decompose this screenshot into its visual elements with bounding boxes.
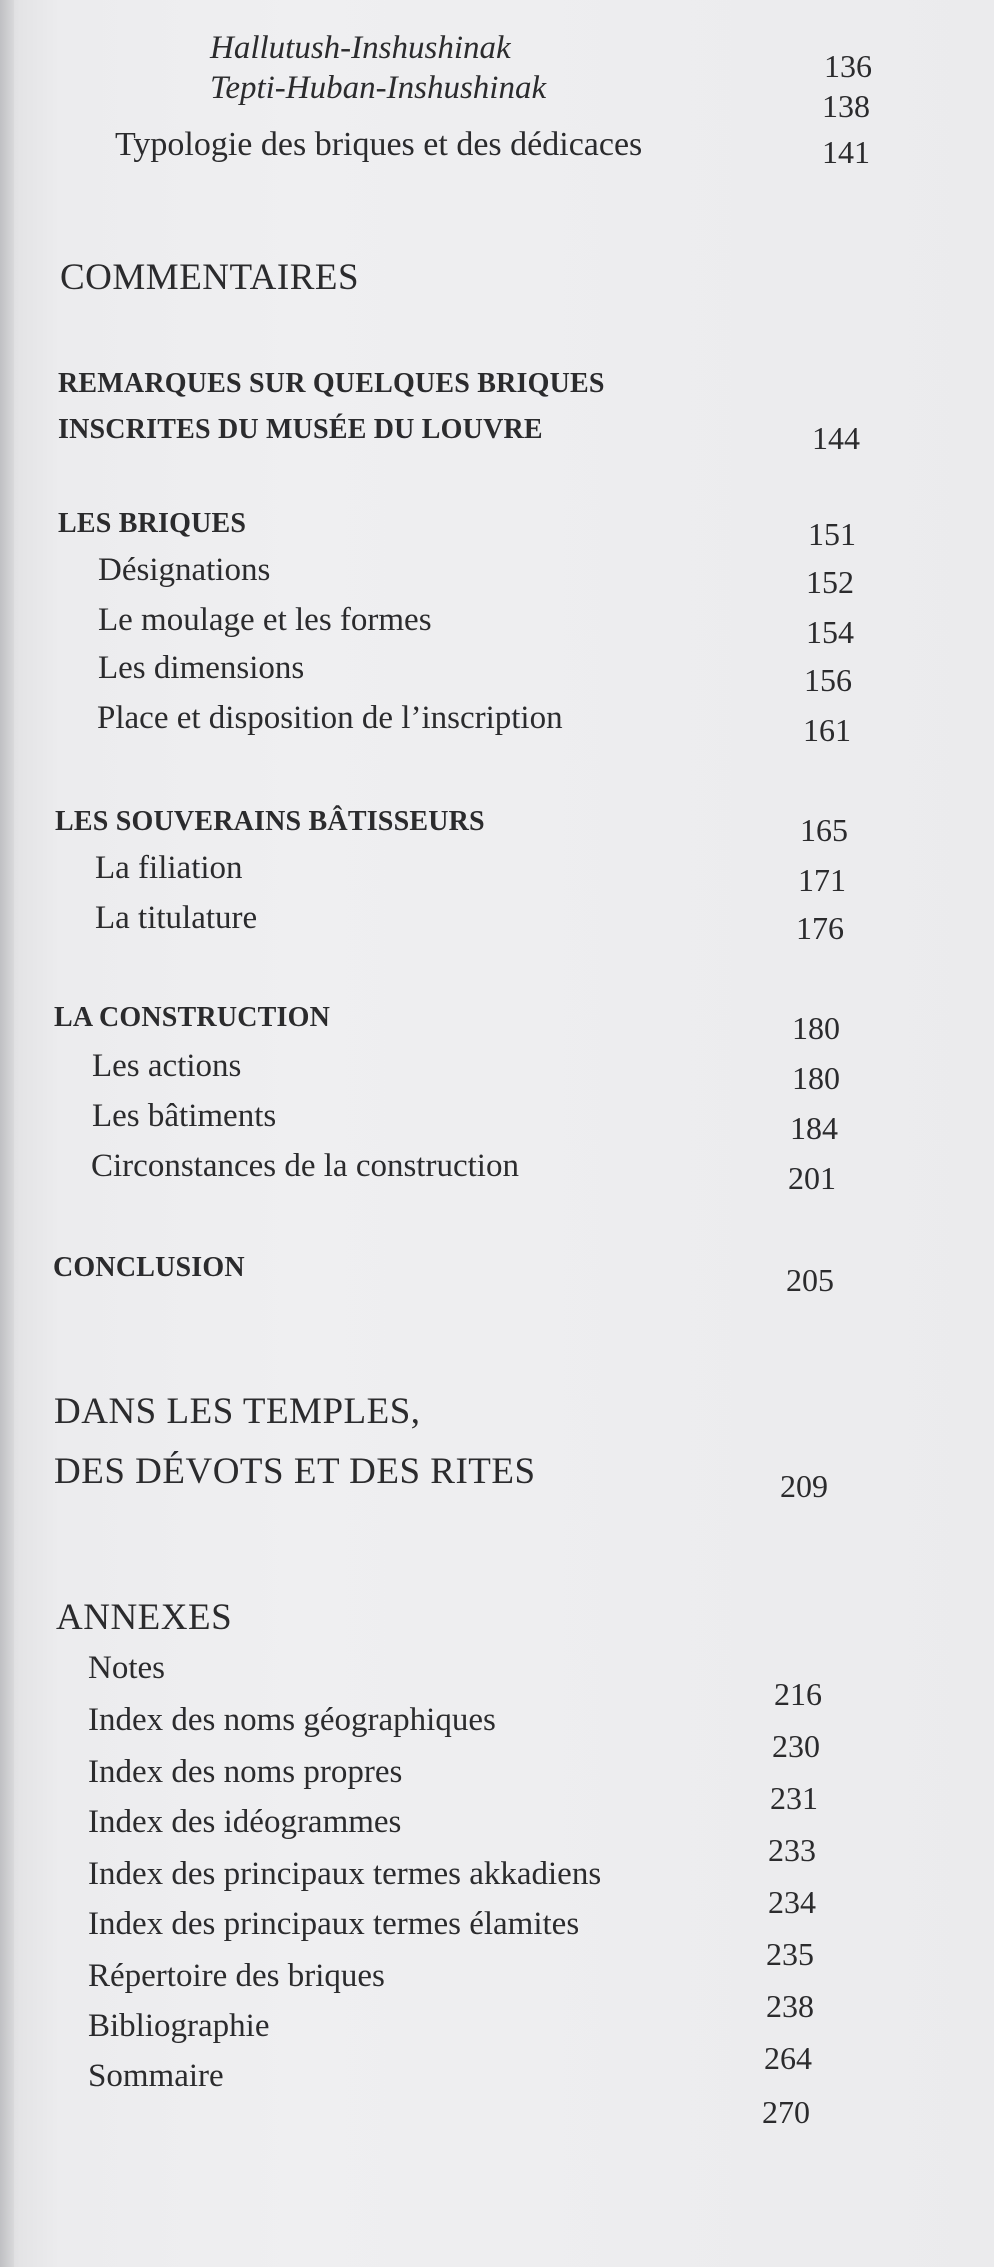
toc-entry-actions: Les actions: [92, 1048, 242, 1084]
toc-page-construction: 180: [792, 1010, 840, 1046]
toc-page-circonstances: 201: [788, 1160, 836, 1196]
toc-page-sommaire: 270: [762, 2094, 810, 2130]
toc-entry-tepti: Tepti-Huban-Inshushinak: [210, 70, 547, 106]
toc-page-filiation: 171: [798, 862, 846, 898]
toc-entry-notes: Notes: [88, 1650, 165, 1686]
toc-page-index-geographiques: 230: [772, 1728, 820, 1764]
toc-heading-souverains: LES SOUVERAINS BÂTISSEURS: [55, 806, 485, 837]
toc-page-index-elamites: 235: [766, 1936, 814, 1972]
toc-entry-index-akkadiens: Index des principaux termes akkadiens: [88, 1856, 602, 1892]
toc-page-les-briques: 151: [808, 516, 856, 552]
toc-entry-bibliographie: Bibliographie: [88, 2008, 270, 2044]
toc-page-repertoire: 238: [766, 1988, 814, 2024]
toc-page-typologie: 141: [822, 134, 870, 170]
section-heading-annexes: ANNEXES: [56, 1597, 233, 1638]
toc-heading-construction: LA CONSTRUCTION: [54, 1002, 331, 1033]
toc-entry-titulature: La titulature: [95, 900, 258, 936]
toc-page-index-ideogrammes: 233: [768, 1832, 816, 1868]
toc-page-souverains: 165: [800, 812, 848, 848]
toc-page-dimensions: 156: [804, 662, 852, 698]
toc-page-batiments: 184: [790, 1110, 838, 1146]
toc-page-conclusion: 205: [786, 1262, 834, 1298]
section-heading-temples-line2: DES DÉVOTS ET DES RITES: [54, 1451, 536, 1492]
section-heading-commentaires: COMMENTAIRES: [60, 257, 360, 298]
toc-entry-batiments: Les bâtiments: [92, 1098, 277, 1134]
toc-entry-dimensions: Les dimensions: [98, 650, 305, 686]
toc-page-notes: 216: [774, 1676, 822, 1712]
toc-entry-index-ideogrammes: Index des idéogrammes: [88, 1804, 402, 1840]
toc-page-bibliographie: 264: [764, 2040, 812, 2076]
section-heading-temples-line1: DANS LES TEMPLES,: [54, 1391, 421, 1432]
toc-entry-hallutush: Hallutush-Inshushinak: [210, 30, 511, 66]
toc-page-index-propres: 231: [770, 1780, 818, 1816]
toc-heading-les-briques: LES BRIQUES: [58, 508, 247, 539]
toc-entry-index-elamites: Index des principaux termes élamites: [88, 1906, 580, 1942]
toc-entry-moulage: Le moulage et les formes: [98, 602, 432, 638]
toc-page-actions: 180: [792, 1060, 840, 1096]
toc-page-index-akkadiens: 234: [768, 1884, 816, 1920]
toc-entry-remarques-line2: INSCRITES DU MUSÉE DU LOUVRE: [58, 414, 543, 445]
toc-page-hallutush: 136: [824, 48, 872, 84]
toc-page-titulature: 176: [796, 910, 844, 946]
toc-page-designations: 152: [806, 564, 854, 600]
toc-page-moulage: 154: [806, 614, 854, 650]
toc-heading-conclusion: CONCLUSION: [53, 1252, 245, 1283]
toc-entry-typologie: Typologie des briques et des dédicaces: [115, 126, 643, 163]
toc-page-temples: 209: [780, 1468, 828, 1504]
toc-page-tepti: 138: [822, 88, 870, 124]
toc-page-place-disposition: 161: [803, 712, 851, 748]
page-binding-edge: [0, 0, 14, 2267]
toc-entry-filiation: La filiation: [95, 850, 243, 886]
toc-entry-index-propres: Index des noms propres: [88, 1754, 403, 1790]
toc-entry-circonstances: Circonstances de la construction: [91, 1148, 519, 1184]
toc-entry-sommaire: Sommaire: [88, 2058, 224, 2094]
toc-entry-place-disposition: Place et disposition de l’inscription: [97, 700, 563, 736]
toc-page-remarques: 144: [812, 420, 860, 456]
toc-entry-repertoire: Répertoire des briques: [88, 1958, 385, 1994]
toc-entry-remarques-line1: REMARQUES SUR QUELQUES BRIQUES: [58, 368, 605, 399]
toc-entry-designations: Désignations: [98, 552, 271, 588]
toc-entry-index-geographiques: Index des noms géographiques: [88, 1702, 496, 1738]
